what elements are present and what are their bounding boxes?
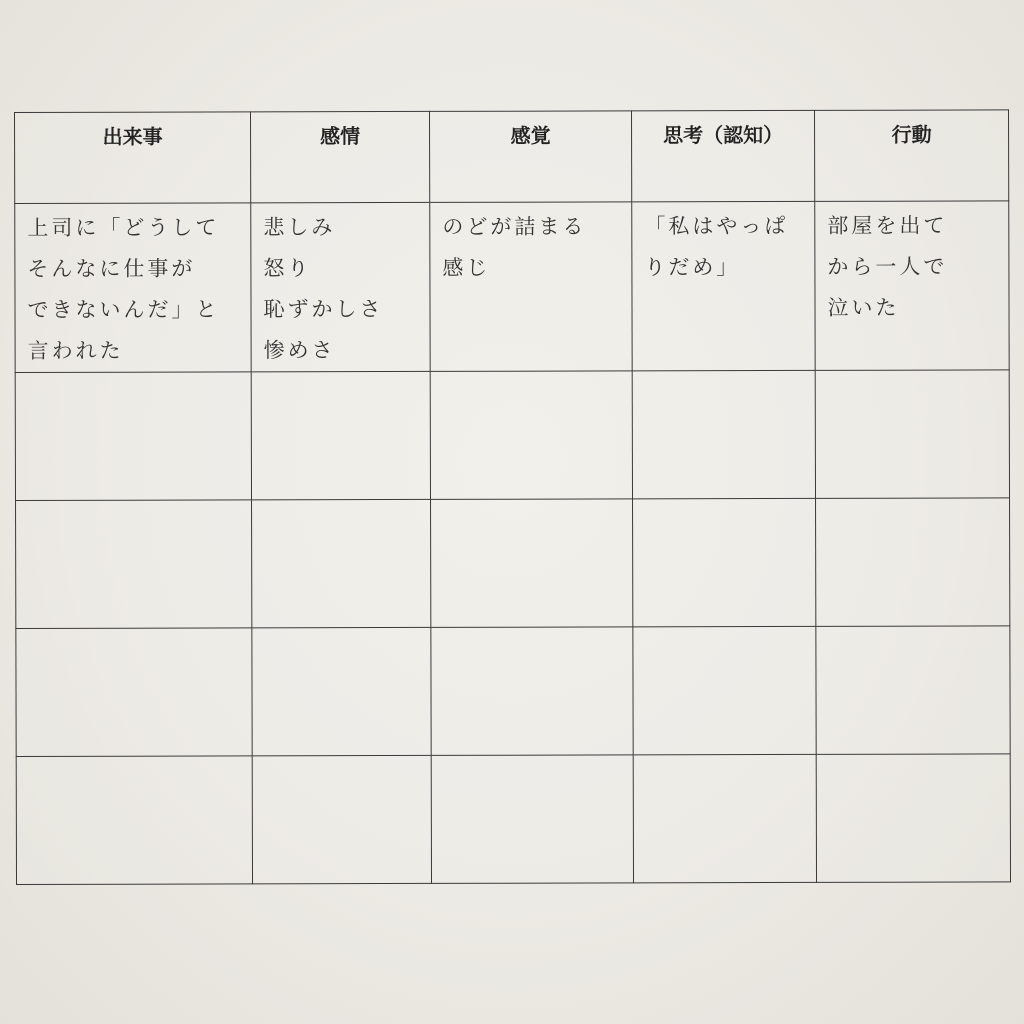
cell-event: 上司に「どうして そんなに仕事が できないんだ」と 言われた [15, 203, 251, 373]
header-event: 出来事 [15, 112, 251, 204]
blank-cell[interactable] [633, 626, 816, 754]
blank-cell[interactable] [815, 370, 1009, 499]
example-row [15, 201, 1009, 373]
header-emotion: 感情 [251, 111, 430, 202]
blank-cell[interactable] [16, 756, 252, 885]
blank-row [16, 754, 1010, 885]
worksheet [14, 109, 1010, 876]
blank-cell[interactable] [430, 371, 632, 500]
cell-sensation: のどが詰まる 感じ [430, 202, 632, 372]
blank-row [15, 370, 1009, 501]
cell-behavior: 部屋を出て から一人で 泣いた [815, 201, 1009, 371]
blank-row [16, 498, 1010, 629]
blank-cell[interactable] [252, 627, 431, 755]
blank-cell[interactable] [431, 627, 633, 756]
blank-cell[interactable] [251, 371, 430, 499]
header-sensation: 感覚 [429, 111, 631, 203]
blank-cell[interactable] [252, 499, 431, 627]
blank-cell[interactable] [816, 498, 1010, 627]
blank-cell[interactable] [15, 372, 251, 501]
blank-cell[interactable] [632, 370, 815, 498]
blank-cell[interactable] [16, 628, 252, 757]
header-thought: 思考（認知） [631, 110, 814, 201]
cell-emotion: 悲しみ 怒り 恥ずかしさ 惨めさ [251, 202, 430, 371]
header-row [15, 110, 1009, 204]
blank-cell[interactable] [16, 500, 252, 629]
blank-cell[interactable] [816, 626, 1010, 755]
blank-cell[interactable] [816, 754, 1010, 883]
cell-thought: 「私はやっぱ りだめ」 [632, 201, 815, 370]
blank-row [16, 626, 1010, 757]
blank-cell[interactable] [252, 755, 431, 883]
blank-cell[interactable] [633, 498, 816, 626]
cbt-record-table [14, 109, 1011, 885]
header-behavior: 行動 [814, 110, 1008, 202]
blank-cell[interactable] [633, 754, 816, 882]
blank-cell[interactable] [431, 755, 633, 884]
blank-cell[interactable] [431, 499, 633, 628]
